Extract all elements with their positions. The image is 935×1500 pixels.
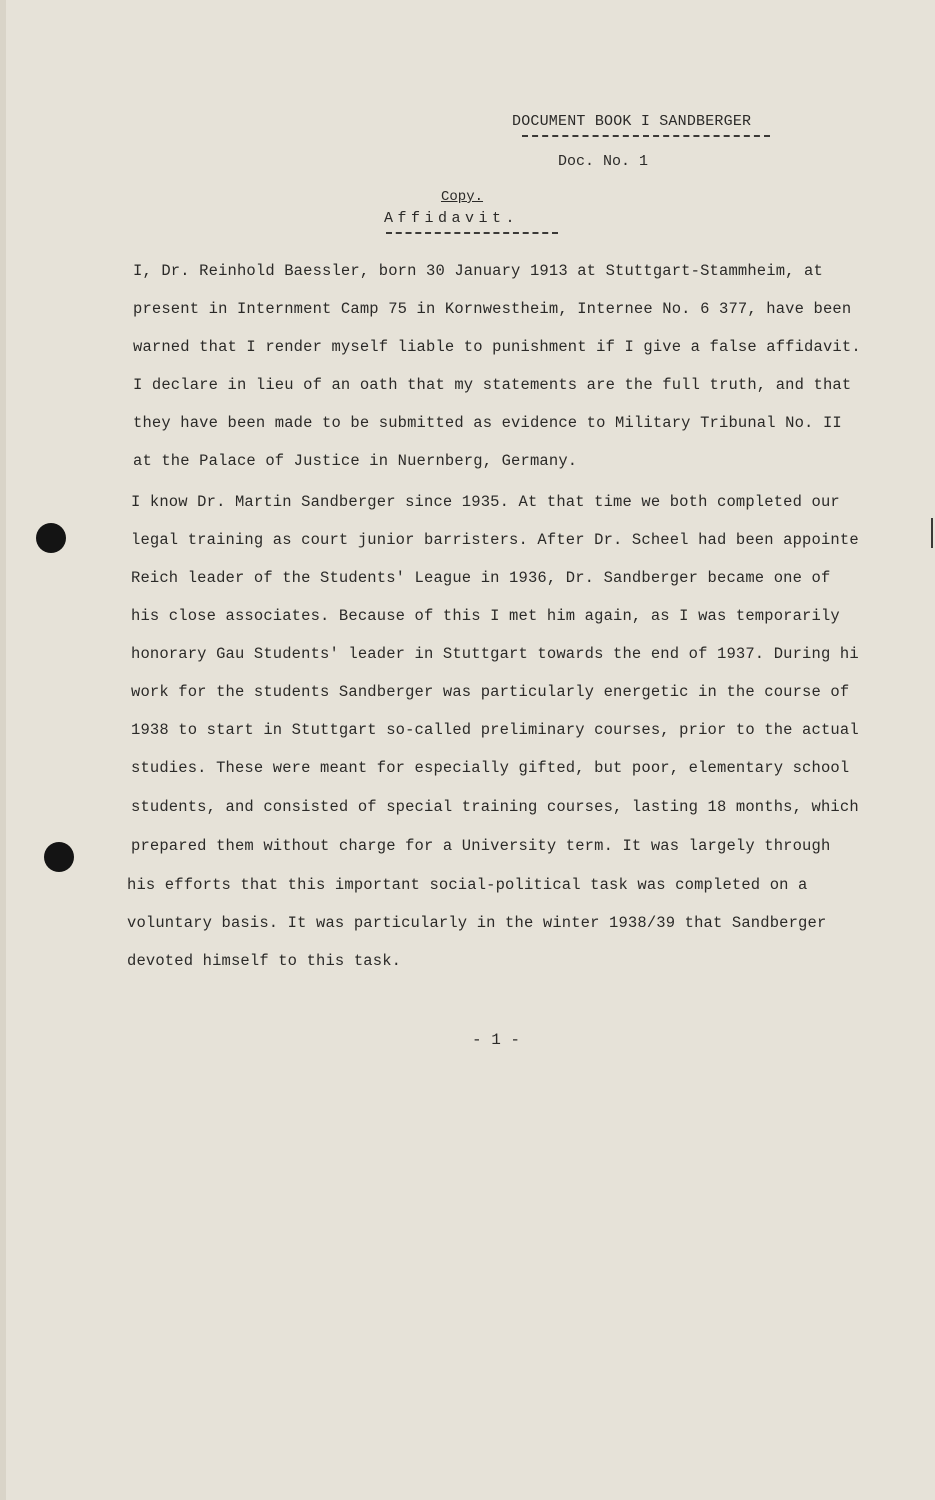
body-line: 1938 to start in Stuttgart so-called preliminary courses, prior to the actual (131, 721, 859, 739)
body-line: I, Dr. Reinhold Baessler, born 30 January 1913 at Stuttgart-Stammheim, at (133, 262, 823, 280)
punch-hole-top (36, 523, 66, 553)
document-number: Doc. No. 1 (558, 153, 649, 170)
document-book-heading: DOCUMENT BOOK I SANDBERGER (512, 113, 752, 130)
body-line: voluntary basis. It was particularly in the winter 1938/39 that Sandberger (127, 914, 827, 932)
copy-label: Copy. (441, 189, 484, 205)
punch-hole-bottom (44, 842, 74, 872)
title-underline (386, 232, 558, 234)
page-number: - 1 - (472, 1031, 521, 1049)
edge-mark (931, 518, 933, 548)
body-line: I know Dr. Martin Sandberger since 1935. At that time we both completed our (131, 493, 840, 511)
paper-edge (0, 0, 6, 1500)
body-line: devoted himself to this task. (127, 952, 402, 970)
body-line: prepared them without charge for a University term. It was largely through (131, 837, 831, 855)
body-line: present in Internment Camp 75 in Kornwestheim, Internee No. 6 377, have been (133, 300, 852, 318)
body-line: I declare in lieu of an oath that my statements are the full truth, and that (133, 376, 852, 394)
body-line: work for the students Sandberger was particularly energetic in the course of (131, 683, 850, 701)
body-line: warned that I render myself liable to punishment if I give a false affidavit. (133, 338, 861, 356)
body-line: his efforts that this important social-political task was completed on a (127, 876, 808, 894)
body-line: at the Palace of Justice in Nuernberg, Germany. (133, 452, 578, 470)
header-divider (522, 135, 770, 137)
body-line: honorary Gau Students' leader in Stuttgart towards the end of 1937. During hi (131, 645, 859, 663)
body-line: students, and consisted of special training courses, lasting 18 months, which (131, 798, 859, 816)
body-line: they have been made to be submitted as evidence to Military Tribunal No. II (133, 414, 842, 432)
body-line: legal training as court junior barristers. After Dr. Scheel had been appointe (131, 531, 859, 549)
body-line: Reich leader of the Students' League in 1936, Dr. Sandberger became one of (131, 569, 831, 587)
body-line: his close associates. Because of this I met him again, as I was temporarily (131, 607, 840, 625)
document-title: Affidavit. (384, 210, 520, 227)
body-line: studies. These were meant for especially gifted, but poor, elementary school (131, 759, 850, 777)
